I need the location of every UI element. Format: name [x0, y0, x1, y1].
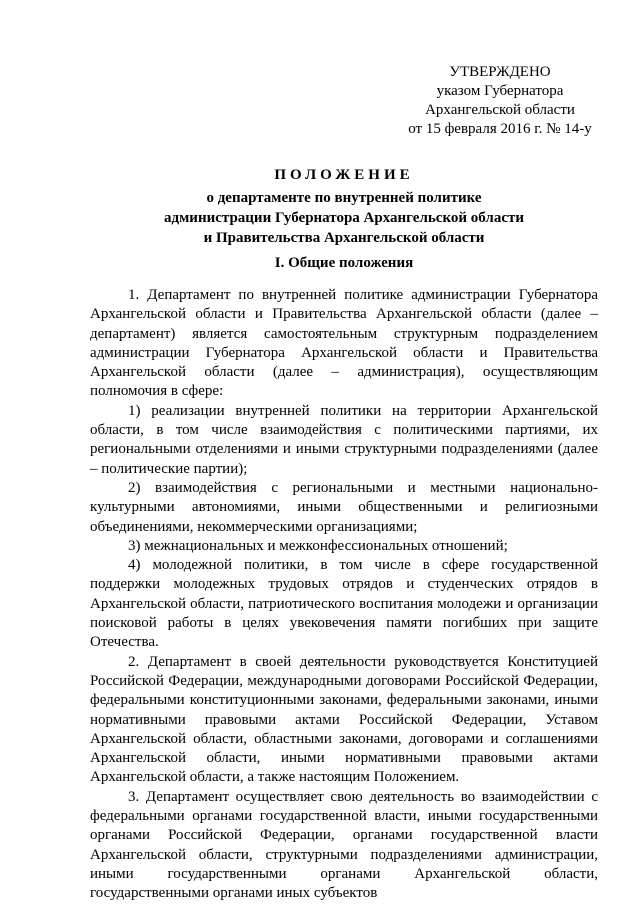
paragraph-2: 2. Департамент в своей деятельности руководствуется Конституцией Российской Федерации, международными договорами Российской Федерации, федеральными конституционными законами, федеральными законами, иными нормативными правовыми актами Российской Федерации, Уставом Архангельской области, областными законами, договорами и соглашениями Архангельской области, иными нормативными правовыми актами Архангельской области, а также настоящим Положением. — [90, 653, 598, 786]
approval-line-by-decree: указом Губернатора — [436, 83, 564, 99]
document-body — [90, 286, 598, 904]
paragraph-1-item-2: 2) взаимодействия с региональными и местными национально-культурными автономиями, иными общественными и религиозными объединениями, некоммерческими организациями; — [90, 479, 598, 535]
document-title — [90, 165, 598, 248]
paragraph-1: 1. Департамент по внутренней политике администрации Губернатора Архангельской области и Правительства Архангельской области (далее – департамент) является самостоятельным структурным подразделением администрации Губернатора Архангельской области и Правительства Архангельской области (далее – администрация), осуществляющим полномочия в сфере: — [90, 287, 598, 400]
paragraph-3: 3. Департамент осуществляет свою деятельность во взаимодействии с федеральными органами государственной власти, иными государственными органами Российской Федерации, органами государственной власти Архангельской области, структурными подразделениями администрации, иными государственными органами Архангельской области, государственными органами иных субъектов — [90, 788, 598, 902]
approval-stamp — [380, 63, 620, 139]
title-line-2: администрации Губернатора Архангельской области — [164, 210, 524, 226]
paragraph-1-item-4: 4) молодежной политики, в том числе в сфере государственной поддержки молодежных трудовых отрядов и студенческих отрядов в Архангельской области, патриотического воспитания молодежи и организации поисковой работы в целях увековечения памяти погибших при защите Отечества. — [90, 557, 598, 651]
paragraph-1-item-1: 1) реализации внутренней политики на территории Архангельской области, в том числе взаимодействия с политическими партиями, их региональными отделениями и иными структурными подразделениями (далее – политические партии); — [90, 402, 598, 477]
section-heading: I. Общие положения — [274, 255, 414, 271]
title-line-1: о департаменте по внутренней политике — [206, 190, 482, 206]
title-main: ПОЛОЖЕНИЕ — [274, 167, 414, 183]
approval-line-region: Архангельской области — [425, 102, 575, 118]
title-line-3: и Правительства Архангельской области — [203, 230, 485, 246]
approval-line-date-number: от 15 февраля 2016 г. № 14-у — [408, 121, 592, 137]
paragraph-1-item-3: 3) межнациональных и межконфессиональных отношений; — [128, 537, 508, 554]
approval-line-approved: УТВЕРЖДЕНО — [449, 64, 551, 80]
